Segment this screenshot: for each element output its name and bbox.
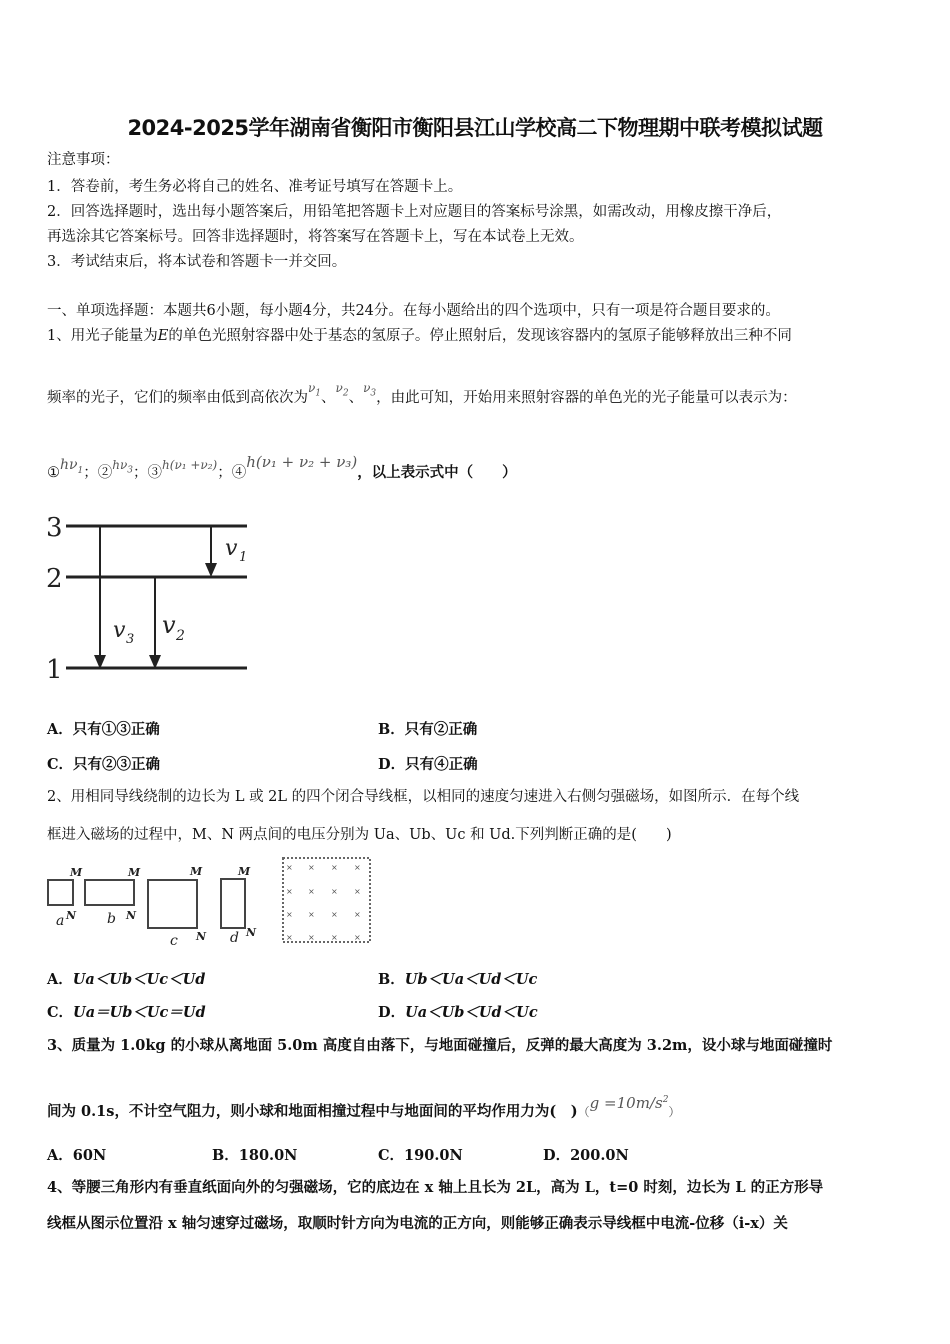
- wire-frames-figure: [40, 850, 380, 955]
- question-4-line-1: 4、等腰三角形内有垂直纸面向外的匀强磁场，它的底边在 x 轴上且长为 2L，高为 L，t=0 时刻，边长为 L 的正方形导: [47, 1179, 824, 1196]
- q1-text: ，由此可知，开始用来照射容器的单色光的光子能量可以表示为：: [376, 390, 797, 406]
- expr-2: hν3: [112, 458, 134, 476]
- svg-text:×: ×: [354, 910, 361, 919]
- nu3-symbol: ν3: [363, 381, 377, 399]
- nu2-label: v: [162, 611, 176, 639]
- notice-item: 1．答卷前，考生务必将自己的姓名、准考证号填写在答题卡上。: [47, 179, 463, 195]
- svg-text:×: ×: [354, 863, 361, 872]
- notice-item: 再选涂其它答案标号。回答非选择题时，将答案写在答题卡上，写在本试卷上无效。: [47, 229, 584, 245]
- svg-text:×: ×: [354, 933, 361, 942]
- svg-text:×: ×: [354, 887, 361, 896]
- level-3-label: 3: [46, 513, 63, 543]
- q1-option-c[interactable]: C．只有②③正确: [47, 756, 161, 773]
- svg-text:M: M: [238, 865, 251, 878]
- circle-1: ①: [47, 465, 60, 481]
- svg-text:×: ×: [331, 887, 338, 896]
- energy-level-diagram: [40, 505, 270, 695]
- circle-2: ②: [97, 465, 113, 481]
- nu2-symbol: ν2: [335, 381, 349, 399]
- svg-text:×: ×: [308, 887, 315, 896]
- separator: 、: [321, 390, 336, 406]
- g-value: $g =10m/s^2$: [589, 1094, 669, 1112]
- separator: 、: [348, 390, 364, 406]
- nu2-sub: 2: [176, 628, 185, 644]
- page-title: 2024-2025学年湖南省衡阳市衡阳县江山学校高二下物理期中联考模拟试题: [127, 116, 823, 140]
- nu3-sub: 3: [126, 632, 135, 647]
- section-heading: 一、单项选择题：本题共6小题，每小题4分，共24分。在每小题给出的四个选项中，只有一项是符合题目要求的。: [47, 303, 780, 319]
- field-x-marks: [286, 863, 361, 942]
- q3-option-b[interactable]: B．180.0N: [212, 1147, 298, 1164]
- notice-item: 2．回答选择题时，选出每小题答案后，用铅笔把答题卡上对应题目的答案标号涂黑，如需改动，用橡皮擦干净后，: [47, 204, 782, 220]
- energy-var: E: [157, 328, 169, 344]
- svg-text:×: ×: [286, 910, 293, 919]
- q1-tail: ，以上表示式中（ ）: [357, 464, 517, 481]
- q3-text: 间为 0.1s，不计空气阻力，则小球和地面相撞过程中与地面间的平均作用力为( ): [47, 1103, 578, 1120]
- question-4-line-2: 线框从图示位置沿 x 轴匀速穿过磁场，取顺时针方向为电流的正方向，则能够正确表示导线框中电流-位移（i-x）关: [47, 1215, 788, 1232]
- level-1-label: 1: [46, 655, 63, 685]
- q3-option-a[interactable]: A．60N: [47, 1147, 107, 1164]
- circle-4: ④: [231, 465, 247, 481]
- paren: ）: [668, 1105, 681, 1119]
- separator: ；: [217, 465, 232, 481]
- frame-a: [48, 880, 73, 905]
- nu1-symbol: ν1: [308, 381, 322, 399]
- frame-d: [221, 879, 245, 928]
- question-3-line-2: [47, 1094, 681, 1122]
- svg-text:b: b: [107, 911, 116, 927]
- svg-text:c: c: [170, 933, 178, 949]
- question-1-expressions: [47, 453, 517, 489]
- expr-1: $h\nu_1$: [60, 457, 84, 476]
- svg-text:×: ×: [286, 863, 293, 872]
- svg-text:N: N: [196, 930, 207, 943]
- frame-b: [85, 880, 134, 905]
- svg-text:M: M: [70, 866, 83, 879]
- question-2-line-1: 2、用相同导线绕制的边长为 L 或 2L 的四个闭合导线框，以相同的速度匀速进入右侧匀强磁场，如图所示．在每个线: [47, 789, 800, 805]
- svg-text:×: ×: [308, 863, 315, 872]
- svg-text:×: ×: [331, 910, 338, 919]
- q2-option-b[interactable]: B．Ub＜Ua＜Ud＜Uc: [378, 971, 538, 988]
- svg-text:a: a: [56, 913, 65, 929]
- notice-heading: 注意事项：: [47, 152, 120, 168]
- q2-option-c[interactable]: C．Ua＝Ub＜Uc＝Ud: [47, 1004, 206, 1021]
- q3-option-d[interactable]: D．200.0N: [543, 1147, 629, 1164]
- separator: ；: [133, 465, 148, 481]
- svg-text:M: M: [190, 865, 203, 878]
- svg-text:×: ×: [331, 933, 338, 942]
- q1-text: 1、用光子能量为: [47, 328, 158, 344]
- svg-text:N: N: [66, 909, 77, 922]
- nu3-label: v: [113, 618, 126, 643]
- q1-option-b[interactable]: B．只有②正确: [378, 721, 478, 738]
- question-2-line-2: 框进入磁场的过程中，M、N 两点间的电压分别为 Ua、Ub、Uc 和 Ud.下列判断正确的是( ): [47, 827, 672, 843]
- svg-text:×: ×: [286, 933, 293, 942]
- svg-text:×: ×: [308, 910, 315, 919]
- expr-4: h(ν₁ + ν₂ + ν₃): [246, 453, 358, 471]
- separator: ；: [83, 465, 98, 481]
- question-3-line-1: 3、质量为 1.0kg 的小球从离地面 5.0m 高度自由落下，与地面碰撞后，反弹的最大高度为 3.2m，设小球与地面碰撞时: [47, 1037, 833, 1054]
- q1-option-a[interactable]: A．只有①③正确: [47, 721, 160, 738]
- svg-text:×: ×: [286, 887, 293, 896]
- svg-text:N: N: [126, 909, 137, 922]
- paren: （: [577, 1105, 590, 1119]
- expr-3: h(ν₁ +ν₂): [162, 458, 218, 472]
- question-1-line-2: [47, 381, 797, 413]
- nu1-sub: 1: [239, 550, 248, 565]
- svg-text:×: ×: [308, 933, 315, 942]
- question-1-line-1: [47, 326, 792, 346]
- level-2-label: 2: [46, 564, 63, 594]
- circle-3: ③: [147, 465, 163, 481]
- nu1-label: v: [225, 536, 238, 561]
- notice-item: 3．考试结束后，将本试卷和答题卡一并交回。: [47, 254, 347, 270]
- q2-option-d[interactable]: D．Ua＜Ub＜Ud＜Uc: [378, 1004, 538, 1021]
- q1-option-d[interactable]: D．只有④正确: [378, 756, 478, 773]
- q3-option-c[interactable]: C．190.0N: [378, 1147, 463, 1164]
- q1-text: 的单色光照射容器中处于基态的氢原子。停止照射后，发现该容器内的氢原子能够释放出三种不同: [168, 328, 792, 344]
- q2-option-a[interactable]: A．Ua＜Ub＜Uc＜Ud: [47, 971, 206, 988]
- q1-text: 频率的光子，它们的频率由低到高依次为: [47, 390, 308, 406]
- svg-text:N: N: [246, 926, 257, 939]
- svg-text:×: ×: [331, 863, 338, 872]
- svg-text:d: d: [230, 930, 239, 946]
- svg-text:M: M: [128, 866, 141, 879]
- frame-c: [148, 880, 197, 928]
